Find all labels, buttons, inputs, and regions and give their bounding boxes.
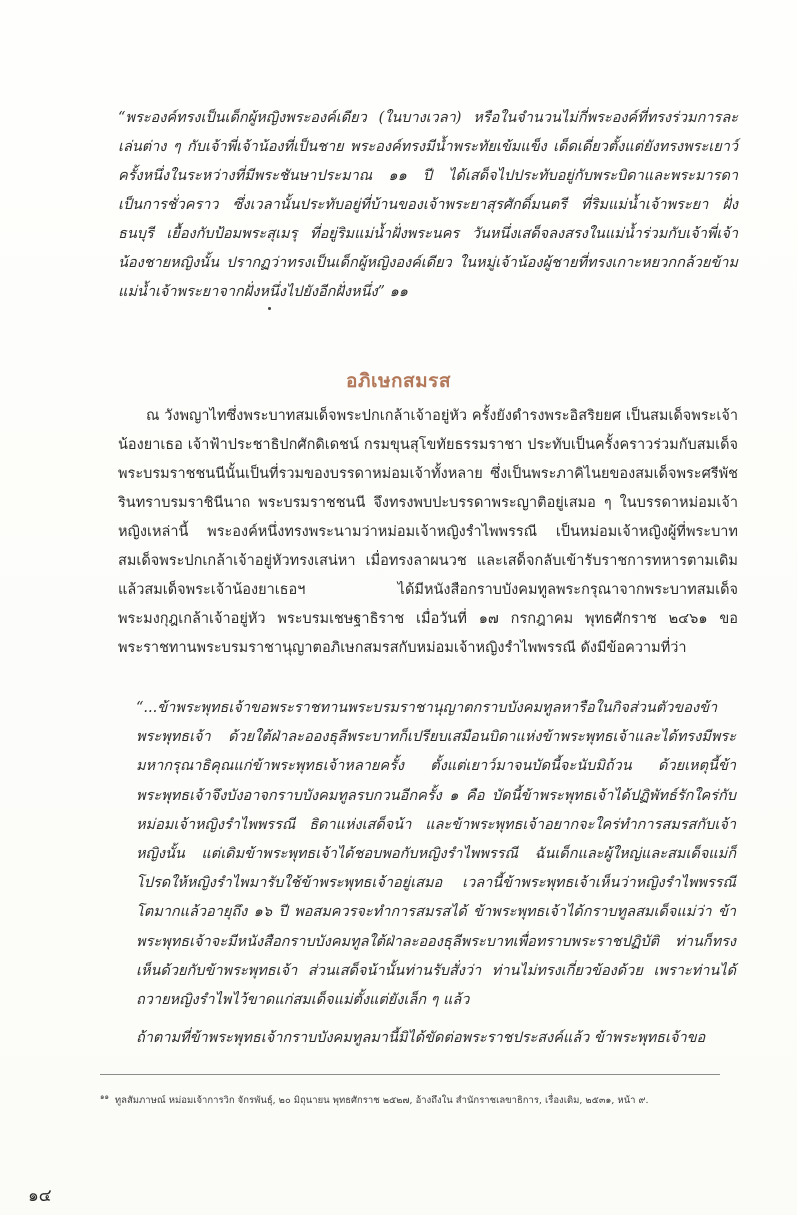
dot-mark xyxy=(268,307,271,310)
opening-quote-text: “พระองค์ทรงเป็นเด็กผู้หญิงพระองค์เดียว (ในบางเวลา) หรือในจำนวนไม่กี่พระองค์ที่ทรงร่วมการละเล่นต่าง ๆ กับเจ้าพี่เจ้าน้องที่เป็นชาย พระองค์ทรงมีน้ำพระทัยเข้มแข็ง เด็ดเดี่ยวตั้งแต่ยังทรงพระเยาว์ ครั้งหนึ่งในระหว่างที่มีพระชันษาประมาณ ๑๑ ปี ได้เสด็จไปประทับอยู่กับพระบิดาและพระมารดาเป็นการชั่วคราว ซึ่งเวลานั้นประทับอยู่ที่บ้านของเจ้าพระยาสุรศักดิ์มนตรี ที่ริมแม่น้ำเจ้าพระยา ฝั่งธนบุรี เยื้องกับป้อมพระสุเมรุ ที่อยู่ริมแม่น้ำฝั่งพระนคร วันหนึ่งเสด็จลงสรงในแม่น้ำร่วมกับเจ้าพี่เจ้าน้องชายหญิงนั้น ปรากฏว่าทรงเป็นเด็กผู้หญิงองค์เดียว ในหมู่เจ้าน้องผู้ชายที่ทรงเกาะหยวกกล้วยข้ามแม่น้ำเจ้าพระยาจากฝั่งหนึ่งไปยังอีกฝั่งหนึ่ง” ๑๑ xyxy=(118,110,738,300)
footnote-divider xyxy=(100,1074,720,1075)
footnote-marker: ๑๑ xyxy=(100,1093,109,1101)
footnote-text: ทูลสัมภาษณ์ หม่อมเจ้าการวิก จักรพันธุ์, ๒๐ มิถุนายน พุทธศักราช ๒๕๒๗, อ้างถึงใน สำนักราชเลขาธิการ, เรื่องเดิม, ๒๕๓๑, หน้า ๙. xyxy=(114,1095,649,1107)
footnote xyxy=(100,1090,740,1108)
section-paragraph: ณ วังพญาไทซึ่งพระบาทสมเด็จพระปกเกล้าเจ้าอยู่หัว ครั้งยังดำรงพระอิสริยยศ เป็นสมเด็จพระเจ้าน้องยาเธอ เจ้าฟ้าประชาธิปกศักดิเดชน์ กรมขุนสุโขทัยธรรมราชา ประทับเป็นครั้งคราวร่วมกับสมเด็จพระบรมราชชนนีนั้นเป็นที่รวมของบรรดาหม่อมเจ้าทั้งหลาย ซึ่งเป็นพระภาคิไนยของสมเด็จพระศรีพัชรินทราบรมราชินีนาถ พระบรมราชชนนี จึงทรงพบปะบรรดาพระญาติอยู่เสมอ ๆ ในบรรดาหม่อมเจ้าหญิงเหล่านี้ พระองค์หนึ่งทรงพระนามว่าหม่อมเจ้าหญิงรำไพพรรณี เป็นหม่อมเจ้าหญิงผู้ที่พระบาทสมเด็จพระปกเกล้าเจ้าอยู่หัวทรงเสน่หา เมื่อทรงลาผนวช และเสด็จกลับเข้ารับราชการทหารตามเดิมแล้วสมเด็จพระเจ้าน้องยาเธอฯ ได้มีหนังสือกราบบังคมทูลพระกรุณาจากพระบาทสมเด็จพระมงกุฎเกล้าเจ้าอยู่หัว พระบรมเชษฐาธิราช เมื่อวันที่ ๑๗ กรกฎาคม พุทธศักราช ๒๔๖๑ ขอพระราชทานพระบรมราชานุญาตอภิเษกสมรสกับหม่อมเจ้าหญิงรำไพพรรณี ดังมีข้อความที่ว่า xyxy=(118,408,738,656)
opening-quote xyxy=(118,104,738,307)
letter-quote-continuation: ถ้าตามที่ข้าพระพุทธเจ้ากราบบังคมทูลมานี้มิได้ขัดต่อพระราชประสงค์แล้ว ข้าพระพุทธเจ้าขอ xyxy=(136,1030,706,1046)
section-heading: อภิเษกสมรส xyxy=(346,370,451,392)
letter-quote xyxy=(136,694,736,1015)
letter-quote-text: “...ข้าพระพุทธเจ้าขอพระราชทานพระบรมราชานุญาตกราบบังคมทูลหารือในกิจส่วนตัวของข้าพระพุทธเจ้า ด้วยใต้ฝ่าละอองธุลีพระบาทก็เปรียบเสมือนบิดาแห่งข้าพระพุทธเจ้าและได้ทรงมีพระมหากรุณาธิคุณแก่ข้าพระพุทธเจ้าหลายครั้ง ตั้งแต่เยาว์มาจนบัดนี้จะนับมิถ้วน ด้วยเหตุนี้ข้าพระพุทธเจ้าจึงบังอาจกราบบังคมทูลรบกวนอีกครั้ง ๑ คือ บัดนี้ข้าพระพุทธเจ้าได้ปฏิพัทธ์รักใคร่กับหม่อมเจ้าหญิงรำไพพรรณี ธิดาแห่งเสด็จน้า และข้าพระพุทธเจ้าอยากจะใคร่ทำการสมรสกับเจ้าหญิงนั้น แต่เดิมข้าพระพุทธเจ้าได้ชอบพอกับหญิงรำไพพรรณี ฉันเด็กและผู้ใหญ่และสมเด็จแม่ก็โปรดให้หญิงรำไพมารับใช้ข้าพระพุทธเจ้าอยู่เสมอ เวลานี้ข้าพระพุทธเจ้าเห็นว่าหญิงรำไพพรรณีโตมากแล้วอายุถึง ๑๖ ปี พอสมควรจะทำการสมรสได้ ข้าพระพุทธเจ้าได้กราบทูลสมเด็จแม่ว่า ข้าพระพุทธเจ้าจะมีหนังสือกราบบังคมทูลใต้ฝ่าละอองธุลีพระบาทเพื่อทราบพระราชปฏิบัติ ท่านก็ทรงเห็นด้วยกับข้าพระพุทธเจ้า ส่วนเสด็จน้านั้นท่านรับสั่งว่า ท่านไม่ทรงเกี่ยวข้องด้วย เพราะท่านได้ถวายหญิงรำไพไว้ขาดแก่สมเด็จแม่ตั้งแต่ยังเล็ก ๆ แล้ว xyxy=(136,700,736,1009)
page-number: ๑๔ xyxy=(28,1186,52,1206)
